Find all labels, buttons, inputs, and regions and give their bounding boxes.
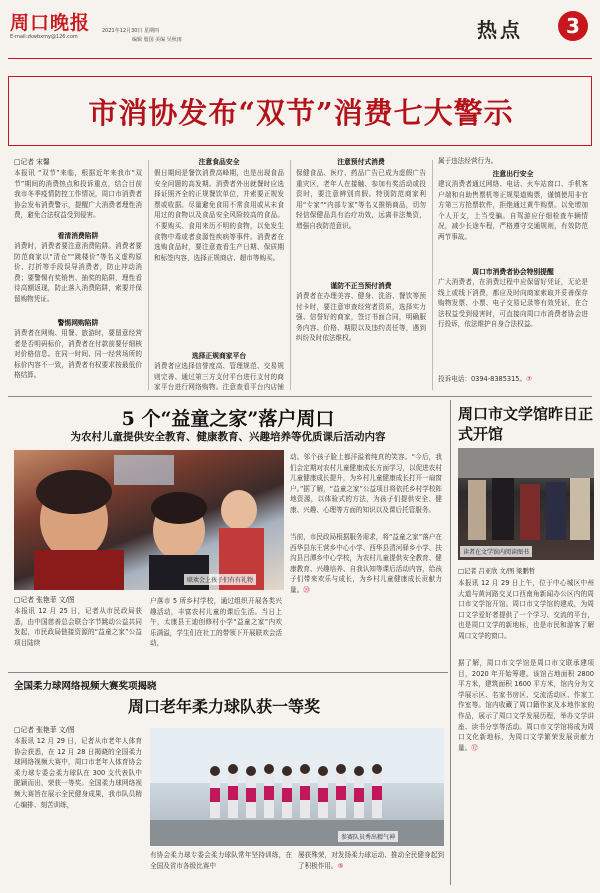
children-photo xyxy=(14,450,284,590)
article3-para1: 本报讯 12 月 29 日上午，位于中心城区中州大道与黄河路交叉口西南角新闻办公区内的周口市文学馆开馆。周口市文学馆的建成，为周口文学爱好者提供了一个学习、交流的平台，也是周口文学的新地标，也是市民和游客了解周口文学的窗口。 xyxy=(458,579,594,640)
article-end-mark: ⑦ xyxy=(526,375,533,383)
article1-col2-para2: 消费者应选择信誉度高、管理规范、交易规则完善、通过第三方支付平台进行支付的商家平台进行网络购物。注意查看平台内店铺 xyxy=(154,362,284,392)
article4-byline: □记者 张艳菲 文/图 xyxy=(14,726,75,734)
article1-col1-para3: 消费者在网购、用餐、旅游时，要留意经营者是否明码标价，消费者在付款前要仔细核对价格信息。在同一时间、同一经营场所的标价内容不一致，消费者有权要求按最低价格结算。 xyxy=(14,329,142,380)
section-title: 热点 xyxy=(477,18,523,42)
newspaper-logo: 周口晚报 xyxy=(10,12,91,34)
section-divider xyxy=(8,396,592,397)
masthead xyxy=(0,0,600,72)
article4-headline: 周口老年柔力球队获一等奖 xyxy=(127,697,320,716)
article1-col3-subhead1: 注意预付式消费 xyxy=(337,158,385,166)
contact-email: E-mail:zkwbxmy@126.com xyxy=(10,34,78,40)
article1-col4-subhead1: 注意出行安全 xyxy=(492,170,534,178)
column-divider xyxy=(290,160,291,390)
article3-para2-text: 据了解，周口市文学馆是周口市文联承建项目，2020 年开始筹建。该馆占地面积 2800 平方米，建筑面积 1600 平方米，馆内分为文学展示区、名家书房区、交流活动区、作家工作室等。馆内收藏了周口籍作家及本地作家的作品，展示了周口文学发展历程，举办文学讲座、读书分享等活动。周口市文学馆将成为周口文化新地标，为周口文学繁荣发展贡献力量。 xyxy=(458,659,594,752)
article1-col2-subhead2: 选择正规商家平台 xyxy=(191,352,247,360)
library-photo xyxy=(458,448,594,560)
article2-para3: 动。邻个孩子脸上都洋溢着纯真的笑容。“今后，我们会定期对农村儿童健康成长方面学习，以促进农村儿童健康成长提升，为乡村儿童健康成长打开一扇窗户。”据了解，“益童之家”公益项目将依托乡村学校阵地资源，以体验式的方法，为孩子们提供安全、健康、兴趣、心理等方面的知识以及课后托管服务。 xyxy=(290,453,442,514)
team-illustration xyxy=(150,728,444,846)
article4-para1: 本报讯 12 月 29 日，记者从市老年人体育协会获悉，在 12 月 28 日揭晓的全国柔力球网络视频大赛中，周口市老年人体育协会柔力球专委会柔力球队在 300 支代表队中脱颖而出，荣获一等奖。全国柔力球网络视频大赛旨在展示全民健身成果，我市队员精心编排、刻苦训练， xyxy=(14,737,142,809)
article-end-mark: ⑫ xyxy=(471,743,478,752)
column-divider xyxy=(148,160,149,390)
section-divider-vertical xyxy=(450,400,451,885)
article1-col3-text: 保健食品、医疗、药品广告已成为虚假广告重灾区，老年人在接触、参加有奖活动或投资时，要注意辨别真假。特别防范商家利用“专家”“内部专家”等名义推销商品，切勿轻信保健品具有治疗功效，远离非法集资，增强自我防范意识。 xyxy=(296,169,426,230)
article2-headline: 5 个“益童之家”落户周口 xyxy=(121,408,335,430)
children-illustration xyxy=(14,450,284,590)
article1-col2-text: 假日期间是餐饮消费高峰期，也是出现食品安全问题的高发期。消费者外出就餐时应选择证照齐全的正规餐饮单位，并索要正规发票或收据。尽量避免食用不常食用或从未食用过的食物以及食品安全风险较高的食品。不要购买、食用来历不明的食物，以免发生食物中毒或者食源性疾病等事件。消费者在选购食品时，要注意查看生产日期、保质期和标签内容，选择正规商店、超市等购买。 xyxy=(154,169,284,262)
article3-photo-caption: 读者在文学馆内阅读图书 xyxy=(460,546,532,557)
article1-col1-text: 本报讯 “双节”来临，根据近年来我市“双节”期间的消费热点和投诉重点，结合目前我市冬季疫情防控工作情况，周口市消费者协会发布消费警示，提醒广大消费者理性消费，避免合法权益受到侵害。 xyxy=(14,169,142,220)
hotline-text: 投诉电话：0394-8385315。 xyxy=(438,375,527,383)
article4-para3-text: 屡获殊荣，对发扬柔力球运动、推动全民健身起到了积极作用。 xyxy=(298,851,444,870)
article3-para2 xyxy=(458,658,594,886)
article4-kicker: 全国柔力球网络视频大赛奖项揭晓 xyxy=(14,681,157,692)
article3-byline: □记者 吕亚欣 文/图 梁鹏哲 xyxy=(458,568,536,575)
rouliqiu-team-photo xyxy=(150,728,444,846)
article1-col4-text: 属于违法经营行为。 xyxy=(438,157,498,165)
article4-para3 xyxy=(298,850,444,886)
article-end-mark: ⑳ xyxy=(303,585,310,594)
article2-para2: 户落市 5 所乡村学校，通过组织开展各类兴趣活动，丰富农村儿童的课后生活。当日上午，太康县王迪创修村小学“益童之家”内欢乐满溢，学生们在社工的带领下开展联欢会活动， xyxy=(150,597,282,648)
column-divider xyxy=(432,160,433,390)
article4-photo-caption: 参赛队员秀出精气神 xyxy=(338,831,398,842)
article1-col3-para2: 消费者在办理美容、健身、洗浴、餐饮等预付卡时，要注意审查经营者资质，选择实力强、信誉好的商家，签订书面合同，明确服务内容、价格、期限以及违约责任等，遇到纠纷及时依法维权。 xyxy=(296,292,426,343)
page-number-badge: 3 xyxy=(558,11,588,41)
article1-col1-para2: 消费时，消费者要注意消费陷阱。消费者要防范商家以“清仓”“跳楼价”等名义虚构原价、打折等手段误导消费者，防止冲动消费；要警惕有奖销售、抽奖的陷阱，理性看待高额返现，防止落入消费陷阱，索要并保留购物凭证。 xyxy=(14,242,142,303)
article-end-mark: ⑤ xyxy=(337,861,344,870)
article1-col4-para2: 广大消费者，在消费过程中应保留好凭证，无论是线上或线下消费，都应及时向商家索取并妥善保存购物发票、小票、电子交易记录等有效凭证，在合法权益受到侵害时，可直接向周口市消费者协会进行投诉，依法维护自身合法权益。 xyxy=(438,278,588,329)
article2-para4 xyxy=(290,532,442,656)
masthead-rule xyxy=(8,58,592,59)
article1-col4-para1: 建议消费者通过网络、电话、火车站窗口、手机客户端和自助售票机等正规渠道购票，谨慎使用非官方第三方抢票软件，拒绝通过黄牛购票。以免增加个人开支，上当受骗。自驾游应仔细检查车辆情况，减少长途车程，严格遵守交通规则，有效防范两节事故。 xyxy=(438,180,588,241)
article4-para2: 有协会柔力球专委会柔力球队常年坚持训练，在全国及省市各级比赛中 xyxy=(150,851,292,870)
article3-headline: 周口市文学馆昨日正式开馆 xyxy=(458,405,594,443)
library-illustration xyxy=(458,448,594,560)
article1-col1-subhead1: 看清消费陷阱 xyxy=(57,232,99,240)
article2-para4-text: 当前，市民政局根据服务需求，将“益童之家”落户在西华县东王营乡中心小学、西华县清河驿乡小学、扶沟县吕潭乡中心学校，为农村儿童提供安全教育、健康教育、兴趣培养、自我认知等课后活动内容，给孩子们带来欢乐与成长，为乡村儿童健康成长贡献力量。 xyxy=(290,533,442,594)
editor-credits: 编辑 殷国 美编 吴秋雨 xyxy=(132,37,182,43)
article2-subhead: 为农村儿童提供安全教育、健康教育、兴趣培养等优质课后活动内容 xyxy=(70,431,386,443)
article2-byline: □记者 张艳菲 文/图 xyxy=(14,596,75,604)
complaint-hotline xyxy=(438,374,588,386)
article1-byline: □记者 宋馨 xyxy=(14,158,50,166)
article1-col2-subhead1: 注意食品安全 xyxy=(198,158,240,166)
article1-col1-subhead2: 警惕网购陷阱 xyxy=(57,319,99,327)
article2-photo-caption: 联欢会上孩子们有有礼物 xyxy=(184,574,256,585)
article1-col4-subhead2: 周口市消费者协会特别提醒 xyxy=(472,268,554,276)
issue-date: 2021年12月30日 星期四 xyxy=(102,28,160,34)
headline-banner xyxy=(8,76,592,146)
article1-col3-subhead2: 谨防不正当预付消费 xyxy=(330,282,392,290)
article1-headline: 市消协发布“双节”消费七大警示 xyxy=(88,96,514,130)
section-divider xyxy=(8,672,448,673)
article2-para1: 本报讯 12 月 25 日，记者从市民政局获悉，由中国慈善总会联合字节跳动公益共同发起，市民政局链接资源的“益童之家”公益项目陆续 xyxy=(14,607,142,647)
